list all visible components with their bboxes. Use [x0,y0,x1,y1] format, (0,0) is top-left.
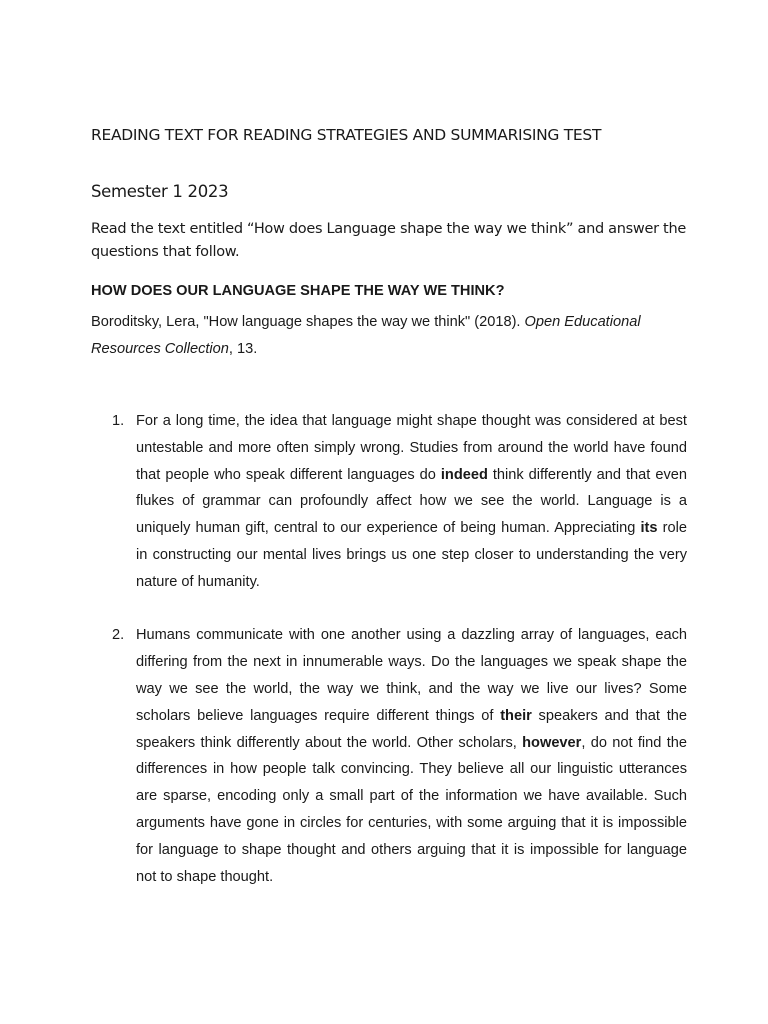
paragraph-2 [91,622,687,890]
paragraph-text [136,627,687,884]
emphasis-word: its [640,520,658,537]
semester-heading: Semester 1 2023 [91,182,229,201]
instruction-line-2: questions that follow. [91,244,240,260]
paragraph-1 [91,408,687,596]
instruction-text [91,218,691,264]
paragraph-number: 2. [112,627,125,644]
citation-journal: Open Educational Resources Collection [91,314,641,357]
paragraph-text [136,413,687,590]
paragraph-segment: speakers and that the speakers think differently about the world. Other scholars, [136,707,687,751]
paragraph-list [91,408,687,890]
document-title: READING TEXT FOR READING STRATEGIES AND SUMMARISING TEST [91,126,602,144]
paragraph-segment: think differently and that even flukes of grammar can profoundly affect how we see the world. Language is a uniquely human gift, central to our experience of being human. Appreciating [136,466,687,537]
instruction-line-1: Read the text entitled “How does Language shape the way we think” and answer the [91,221,686,237]
citation [91,309,701,363]
paragraph-segment: , do not find the differences in how people talk convincing. They believe all our linguistic utterances are sparse, encoding only a small part of the information we have available. Such arguments have gone in circles for centuries, with some arguing that it is impossible for language to shape thought and others arguing that it is impossible for language not to shape thought. [136,734,687,885]
paragraph-segment: Humans communicate with one another using a dazzling array of languages, each differing from the next in innumerable ways. Do the languages we speak shape the way we see the world, the way we think, and the way we live our lives? Some scholars believe languages require different things of [136,627,687,724]
citation-authors: Boroditsky, Lera, "How language shapes the way we think" (2018). [91,314,525,330]
citation-number: , 13. [228,341,258,357]
emphasis-word: their [500,707,532,724]
paragraph-segment: For a long time, the idea that language might shape thought was considered at best untestable and more often simply wrong. Studies from around the world have found that people who speak different languages do [136,413,687,483]
article-title: HOW DOES OUR LANGUAGE SHAPE THE WAY WE THINK? [91,283,505,299]
paragraph-segment: role in constructing our mental lives brings us one step closer to understanding the very nature of humanity. [136,520,687,590]
emphasis-word: however [522,734,582,751]
paragraph-number: 1. [112,413,125,429]
emphasis-word: indeed [440,466,488,483]
